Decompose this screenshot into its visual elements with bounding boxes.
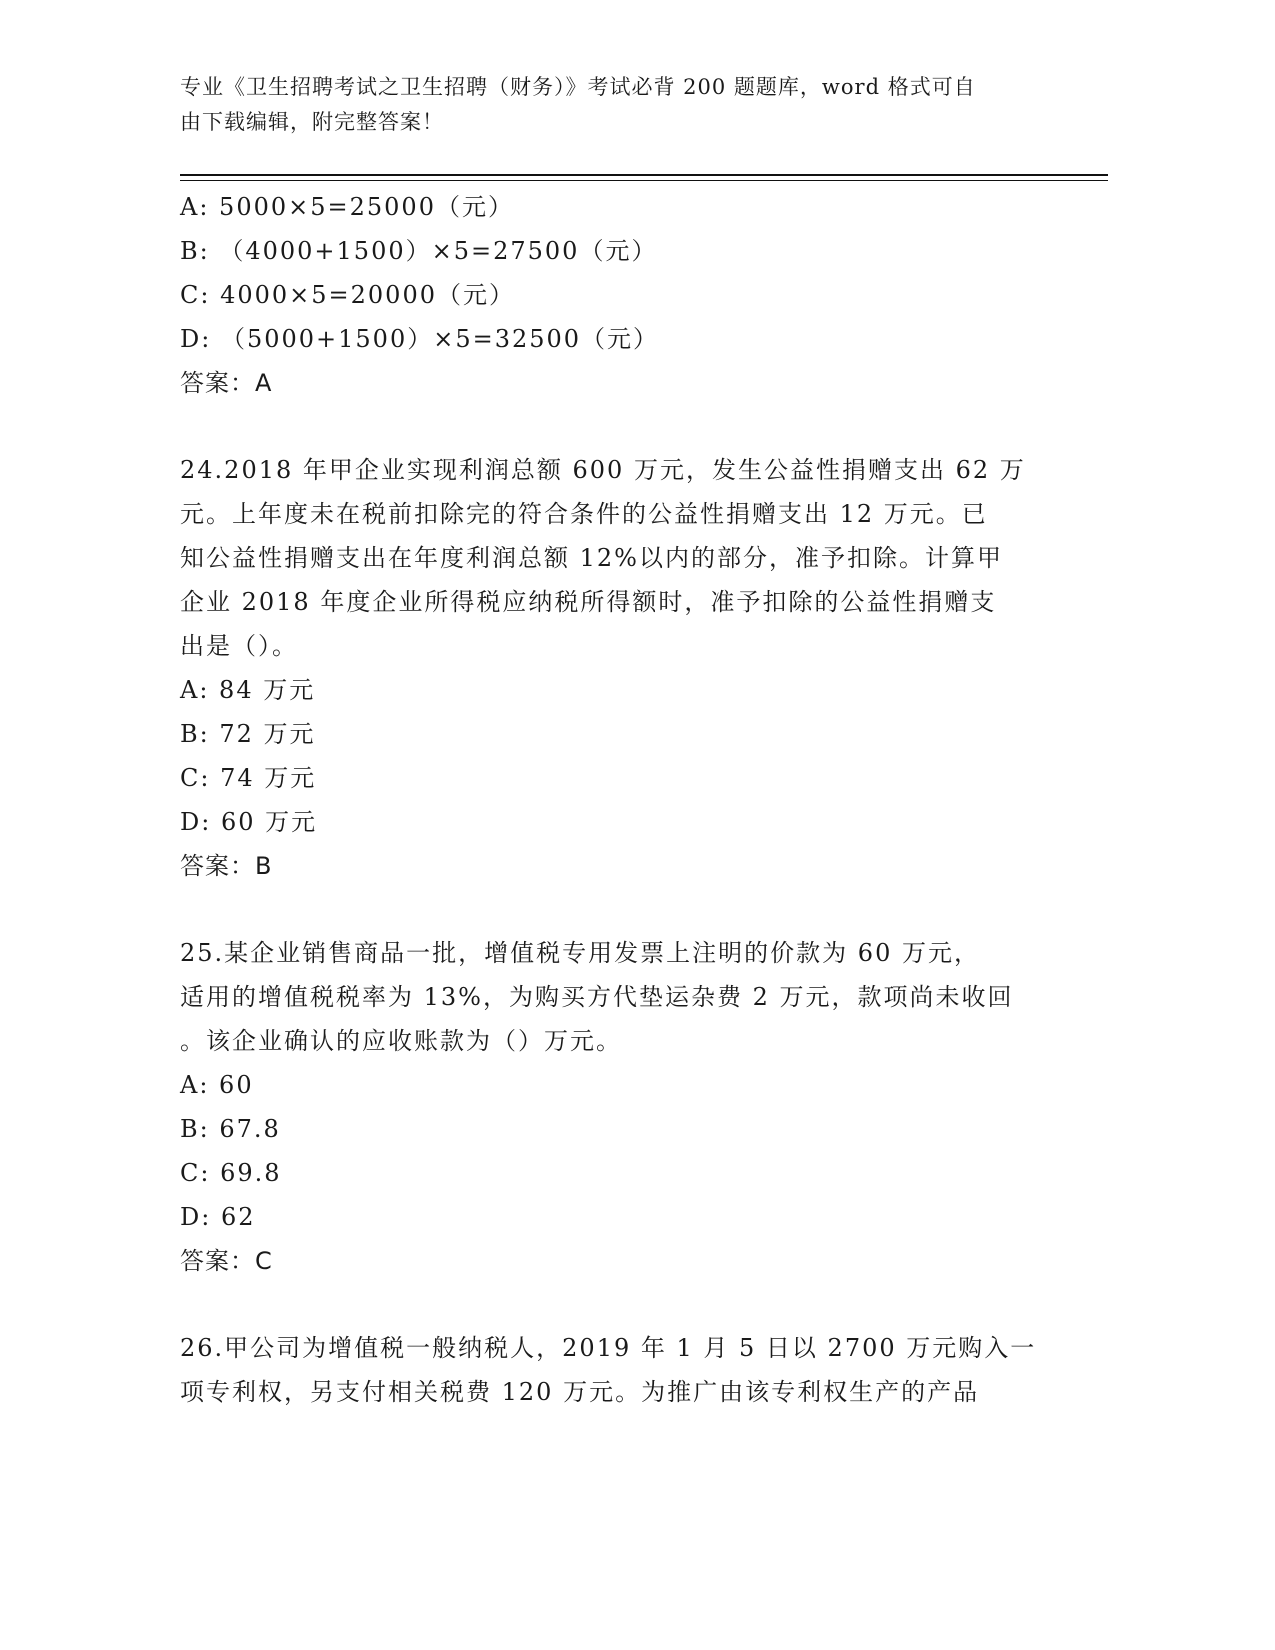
answer-line: 答案：C xyxy=(180,1247,273,1275)
option-line: D: 62 xyxy=(180,1203,256,1231)
option-line: C: 69.8 xyxy=(180,1159,282,1187)
option-line: B: （4000+1500）×5=27500（元） xyxy=(180,237,658,265)
header-line: 由下载编辑，附完整答案！ xyxy=(180,110,444,134)
question-25 xyxy=(180,931,1050,1283)
question-stem-line: 元。上年度未在税前扣除完的符合条件的公益性捐赠支出 12 万元。已 xyxy=(180,500,988,528)
document-header xyxy=(180,70,1040,140)
question-stem-line: 适用的增值税税率为 13%，为购买方代垫运杂费 2 万元，款项尚未收回 xyxy=(180,983,1014,1011)
question-stem-line: 26.甲公司为增值税一般纳税人，2019 年 1 月 5 日以 2700 万元购入一 xyxy=(180,1334,1037,1362)
option-line: D: （5000+1500）×5=32500（元） xyxy=(180,325,660,353)
question-24 xyxy=(180,448,1050,888)
question-stem-line: 24.2018 年甲企业实现利润总额 600 万元，发生公益性捐赠支出 62 万 xyxy=(180,456,1026,484)
question-stem-line: 企业 2018 年度企业所得税应纳税所得额时，准予扣除的公益性捐赠支 xyxy=(180,588,997,616)
question-stem-line: 出是（）。 xyxy=(180,632,298,660)
question-26 xyxy=(180,1326,1050,1414)
option-line: A: 5000×5=25000（元） xyxy=(180,193,514,221)
answer-line: 答案：A xyxy=(180,369,273,397)
header-divider-thick xyxy=(180,174,1108,176)
option-line: C: 4000×5=20000（元） xyxy=(180,281,515,309)
option-line: B: 72 万元 xyxy=(180,720,316,748)
option-line: D: 60 万元 xyxy=(180,808,318,836)
option-line: A: 84 万元 xyxy=(180,676,316,704)
header-divider-thin xyxy=(180,180,1108,181)
question-stem-line: 25.某企业销售商品一批，增值税专用发票上注明的价款为 60 万元， xyxy=(180,939,980,967)
option-line: A: 60 xyxy=(180,1071,254,1099)
answer-line: 答案：B xyxy=(180,852,273,880)
option-line: B: 67.8 xyxy=(180,1115,281,1143)
question-stem-line: 知公益性捐赠支出在年度利润总额 12%以内的部分，准予扣除。计算甲 xyxy=(180,544,1003,572)
question-stem-line: 。该企业确认的应收账款为（）万元。 xyxy=(180,1027,622,1055)
option-line: C: 74 万元 xyxy=(180,764,317,792)
question-content xyxy=(180,185,1050,1414)
question-stem-line: 项专利权，另支付相关税费 120 万元。为推广由该专利权生产的产品 xyxy=(180,1378,980,1406)
header-line: 专业《卫生招聘考试之卫生招聘（财务）》考试必背 200 题题库，word 格式可自 xyxy=(180,75,976,99)
